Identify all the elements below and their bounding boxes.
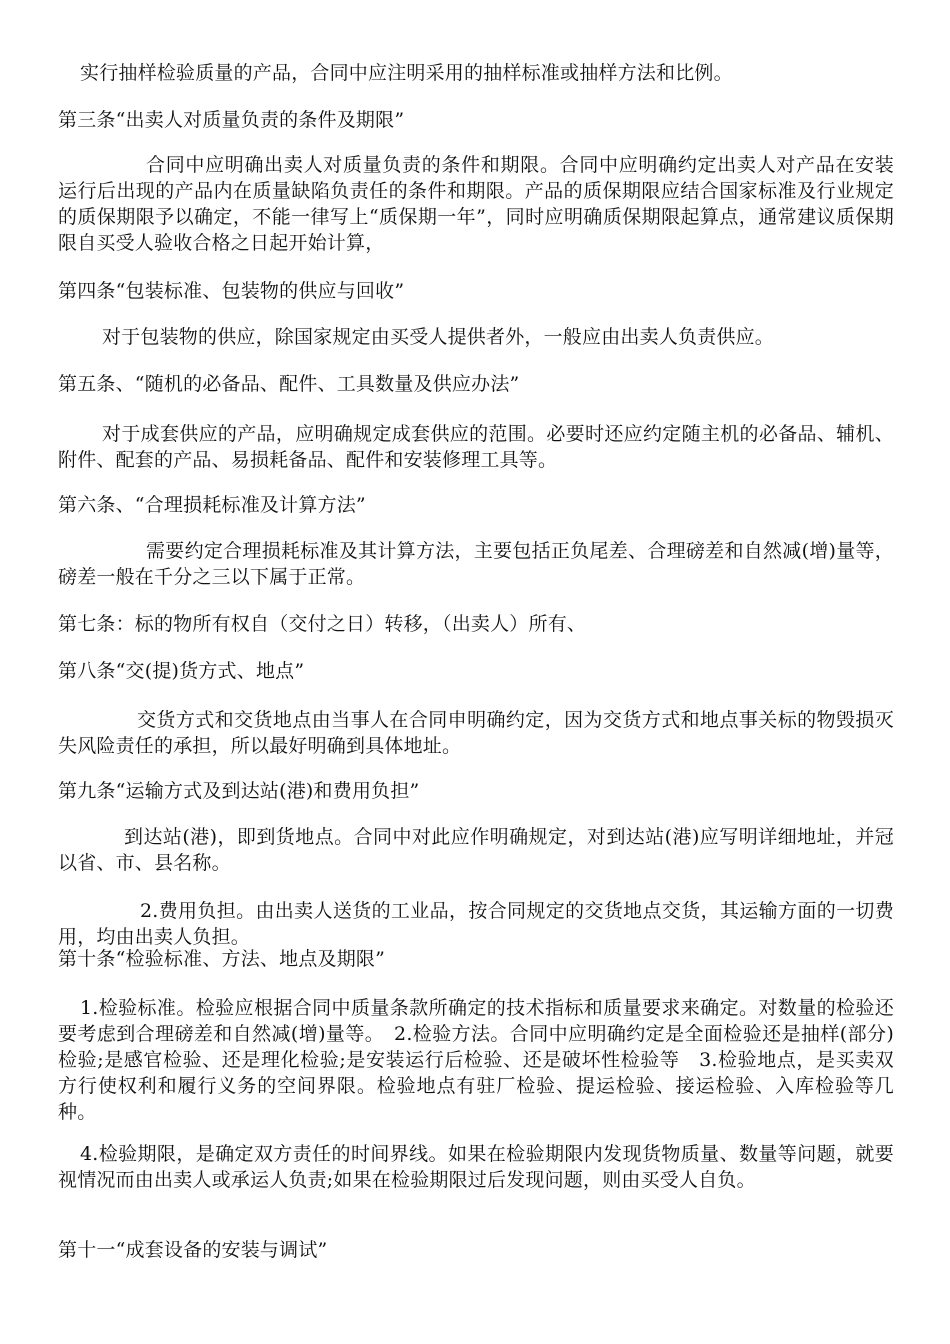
article-9-heading: 第九条“运输方式及到达站(港)和费用负担”	[58, 780, 420, 802]
article-7-heading: 第七条：标的物所有权自（交付之日）转移，（出卖人）所有、	[58, 613, 587, 635]
article-5-heading: 第五条、“随机的必备品、配件、工具数量及供应办法”	[58, 373, 520, 395]
article-3-heading: 第三条“出卖人对质量负责的条件及期限”	[58, 109, 405, 131]
article-4-body: 对于包装物的供应，除国家规定由买受人提供者外，一般应由出卖人负责供应。	[102, 326, 775, 348]
article-8-body: 交货方式和交货地点由当事人在合同申明确约定，因为交货方式和地点事关标的物毁损灭失风险责任的承担，所以最好明确到具体地址。	[58, 709, 894, 757]
article-10-heading: 第十条“检验标准、方法、地点及期限”	[58, 948, 386, 970]
article-10-body-period: 4.检验期限，是确定双方责任的时间界线。如果在检验期限内发现货物质量、数量等问题，就要视情况而由出卖人或承运人负责;如果在检验期限过后发现问题，则由买受人自负。	[58, 1143, 894, 1191]
article-6-heading: 第六条、“合理损耗标准及计算方法”	[58, 494, 366, 516]
paragraph-sampling: 实行抽样检验质量的产品，合同中应注明采用的抽样标准或抽样方法和比例。	[80, 62, 733, 84]
article-5-body: 对于成套供应的产品，应明确规定成套供应的范围。必要时还应约定随主机的必备品、辅机、附件、配套的产品、易损耗备品、配件和安装修理工具等。	[58, 423, 894, 471]
article-6-body: 需要约定合理损耗标准及其计算方法，主要包括正负尾差、合理磅差和自然减(增)量等，磅差一般在千分之三以下属于正常。	[58, 540, 894, 588]
article-9-body-costs: 2.费用负担。由出卖人送货的工业品，按合同规定的交货地点交货，其运输方面的一切费用，均由出卖人负担。	[58, 900, 894, 948]
article-4-heading: 第四条“包装标准、包装物的供应与回收”	[58, 280, 405, 302]
article-11-heading: 第十一“成套设备的安装与调试”	[58, 1239, 328, 1261]
article-9-body-arrival: 到达站(港)，即到货地点。合同中对此应作明确规定，对到达站(港)应写明详细地址，并冠以省、市、县名称。	[58, 826, 894, 874]
article-3-body: 合同中应明确出卖人对质量负责的条件和期限。合同中应明确约定出卖人对产品在安装运行后出现的产品内在质量缺陷负责任的条件和期限。产品的质保期限应结合国家标准及行业规定的质保期限予以确定，不能一律写上“质保期一年”，同时应明确质保期限起算点，通常建议质保期限自买受人验收合格之日起开始计算，	[58, 154, 894, 254]
article-8-heading: 第八条“交(提)货方式、地点”	[58, 660, 305, 682]
article-10-body-inspection: 1.检验标准。检验应根据合同中质量条款所确定的技术指标和质量要求来确定。对数量的检验还要考虑到合理磅差和自然减(增)量等。 2.检验方法。合同中应明确约定是全面检验还是抽样(部分)检验;是感官检验、还是理化检验;是安装运行后检验、还是破坏性检验等 3.检验地点，是买卖双方行使权利和履行义务的空间界限。检验地点有驻厂检验、提运检验、接运检验、入库检验等几种。	[58, 997, 894, 1123]
